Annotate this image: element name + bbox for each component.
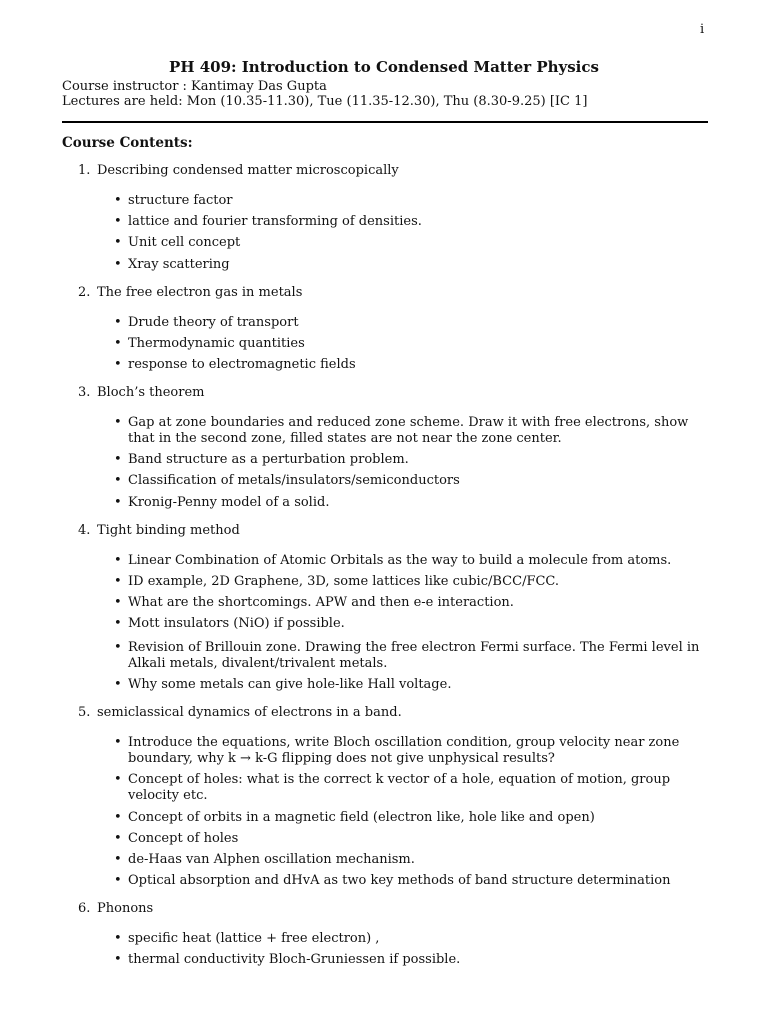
topic-list [62, 315, 708, 373]
contents-heading: Course Contents: [62, 135, 193, 151]
topic-item: • structure factor [62, 193, 708, 209]
section-title-text: Tight binding method [97, 522, 240, 538]
page-number: i [700, 22, 705, 37]
section-number: 5. [78, 705, 91, 721]
topic-item: • Concept of orbits in a magnetic field (electron like, hole like and open) [62, 810, 708, 826]
course-sections [62, 163, 708, 980]
course-instructor: Course instructor : Kantimay Das Gupta [62, 79, 327, 94]
topic-item: • Thermodynamic quantities [62, 336, 708, 352]
section-2 [62, 285, 708, 373]
section-title-text: Describing condensed matter microscopically [97, 163, 399, 178]
topic-item: • de-Haas van Alphen oscillation mechanism. [62, 852, 708, 868]
topic-item: • Introduce the equations, write Bloch oscillation condition, group velocity near zone boundary, why k → k-G flipping does not give unphysical results? [62, 735, 708, 767]
section-title [62, 385, 708, 401]
section-4 [62, 523, 708, 694]
course-title: PH 409: Introduction to Condensed Matter Physics [169, 58, 599, 76]
section-title-text: Bloch’s theorem [97, 384, 205, 400]
topic-item: • Classification of metals/insulators/semiconductors [62, 473, 708, 489]
topic-list-continued [62, 640, 708, 693]
topic-item: • Band structure as a perturbation problem. [62, 452, 708, 468]
topic-list [62, 415, 708, 511]
topic-item: • Revision of Brillouin zone. Drawing the free electron Fermi surface. The Fermi level in Alkali metals, divalent/trivalent metals. [62, 640, 708, 672]
topic-item: • Optical absorption and dHvA as two key methods of band structure determination [62, 873, 708, 889]
topic-list [62, 553, 708, 633]
topic-item: • Gap at zone boundaries and reduced zone scheme. Draw it with free electrons, show that in the second zone, filled states are not near the zone center. [62, 415, 708, 447]
section-1 [62, 163, 708, 273]
topic-item: • Drude theory of transport [62, 315, 708, 331]
section-6 [62, 901, 708, 968]
topic-item: • response to electromagnetic fields [62, 357, 708, 373]
section-title [62, 901, 708, 917]
topic-item: • What are the shortcomings. APW and then e-e interaction. [62, 595, 708, 611]
section-title [62, 523, 708, 539]
section-3 [62, 385, 708, 511]
topic-item: • Concept of holes: what is the correct k vector of a hole, equation of motion, group velocity etc. [62, 772, 708, 804]
topic-item: • specific heat (lattice + free electron) , [62, 931, 708, 947]
topic-item: • thermal conductivity Bloch-Gruniessen if possible. [62, 952, 708, 968]
topic-item: • ID example, 2D Graphene, 3D, some lattices like cubic/BCC/FCC. [62, 574, 708, 590]
topic-item: • Concept of holes [62, 831, 708, 847]
topic-item: • Why some metals can give hole-like Hall voltage. [62, 677, 708, 693]
section-title [62, 163, 708, 179]
section-title-text: Phonons [97, 901, 154, 917]
section-5 [62, 705, 708, 889]
topic-list [62, 735, 708, 889]
section-title [62, 285, 708, 301]
topic-item: • lattice and fourier transforming of densities. [62, 214, 708, 230]
topic-item: • Unit cell concept [62, 235, 708, 251]
section-title-text: semiclassical dynamics of electrons in a band. [97, 705, 402, 721]
section-title [62, 705, 708, 721]
topic-list [62, 931, 708, 968]
lecture-schedule: Lectures are held: Mon (10.35-11.30), Tue (11.35-12.30), Thu (8.30-9.25) [IC 1] [62, 94, 588, 109]
section-number: 2. [78, 284, 91, 300]
section-title-text: The free electron gas in metals [97, 284, 303, 300]
section-number: 1. [78, 163, 91, 178]
topic-item: • Mott insulators (NiO) if possible. [62, 616, 708, 632]
topic-list [62, 193, 708, 273]
section-number: 3. [78, 384, 91, 400]
section-number: 4. [78, 522, 91, 538]
section-number: 6. [78, 901, 91, 917]
topic-item: • Xray scattering [62, 257, 708, 273]
topic-item: • Linear Combination of Atomic Orbitals as the way to build a molecule from atoms. [62, 553, 708, 569]
header-rule [62, 121, 708, 123]
topic-item: • Kronig-Penny model of a solid. [62, 495, 708, 511]
